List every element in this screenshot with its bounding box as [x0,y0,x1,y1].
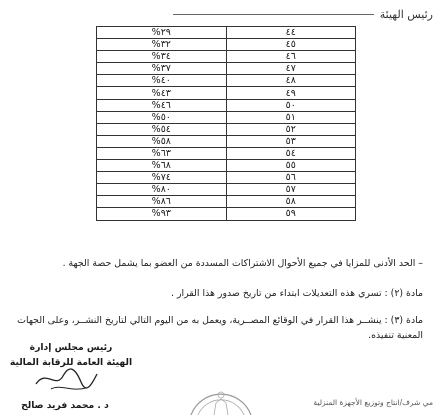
percentage-cell: ٤٠% [97,75,227,87]
percentage-cell: ٣٤% [97,51,227,63]
percentage-cell: ٨٦% [97,196,227,208]
age-cell: ٥٥ [226,160,355,172]
age-cell: ٥٣ [226,135,355,147]
table-row [97,184,356,196]
table-row [97,87,356,99]
age-cell: ٥٤ [226,147,355,159]
age-cell: ٤٥ [226,39,355,51]
age-cell: ٥٩ [226,208,355,220]
page-header [173,5,433,23]
signature-block [6,340,136,411]
header-title: رئيس الهيئة [379,7,433,21]
age-cell: ٥٠ [226,99,355,111]
age-cell: ٤٨ [226,75,355,87]
page-footer: مي شرف/انتاج وتوزيع الأجهزة المنزلية [313,398,433,407]
age-cell: ٥٢ [226,123,355,135]
percentage-cell: ٥٨% [97,135,227,147]
age-cell: ٤٩ [226,87,355,99]
percentage-cell: ٢٩% [97,27,227,39]
percentage-cell: ٦٨% [97,160,227,172]
age-cell: ٤٦ [226,51,355,63]
percentage-cell: ٥٤% [97,123,227,135]
age-cell: ٤٧ [226,63,355,75]
age-cell: ٥٧ [226,184,355,196]
table-row [97,123,356,135]
age-cell: ٥٨ [226,196,355,208]
percentage-cell: ٤٦% [97,99,227,111]
percentage-cell: ٣٧% [97,63,227,75]
percentage-cell: ٥٠% [97,111,227,123]
signature-title: رئيس مجلس إدارة [29,342,113,353]
percentage-cell: ٣٢% [97,39,227,51]
official-seal [186,355,256,415]
table-row [97,160,356,172]
table-row [97,172,356,184]
benefits-table [96,26,356,221]
paragraph-article-2: مادة (٢) : تسري هذه التعديلات ابتداء من تاريخ صدور هذا القرار . [171,288,423,299]
percentage-cell: ٨٠% [97,184,227,196]
age-cell: ٥١ [226,111,355,123]
table-row [97,208,356,220]
table-row [97,196,356,208]
table-row [97,51,356,63]
signatory-name: د . محمد فريد صالح [21,400,109,411]
percentage-cell: ٤٣% [97,87,227,99]
age-cell: ٥٦ [226,172,355,184]
table-row [97,63,356,75]
table-row [97,75,356,87]
table-row [97,99,356,111]
table-row [97,147,356,159]
table-row [97,39,356,51]
paragraph-minimum-benefits: – الحد الأدنى للمزايا في جميع الأحوال الاشتراكات المسددة من العضو بما يشمل حصة الجهة . [62,258,423,269]
percentage-cell: ٧٤% [97,172,227,184]
table-row [97,111,356,123]
paragraph-article-3: مادة (٣) : ينشــر هذا القرار في الوقائع المصــرية، ويعمل به من اليوم التالي لتاريخ النشــر، وعلى الجهات المعنية تنفيذه. [17,315,423,341]
benefits-table-container [96,26,356,221]
table-row [97,135,356,147]
table-row [97,27,356,39]
header-rule [173,14,374,15]
signature-organization: الهيئة العامة للرقابة المالية [9,357,133,368]
percentage-cell: ٦٣% [97,147,227,159]
percentage-cell: ٩٣% [97,208,227,220]
age-cell: ٤٤ [226,27,355,39]
handwritten-signature [31,364,101,394]
